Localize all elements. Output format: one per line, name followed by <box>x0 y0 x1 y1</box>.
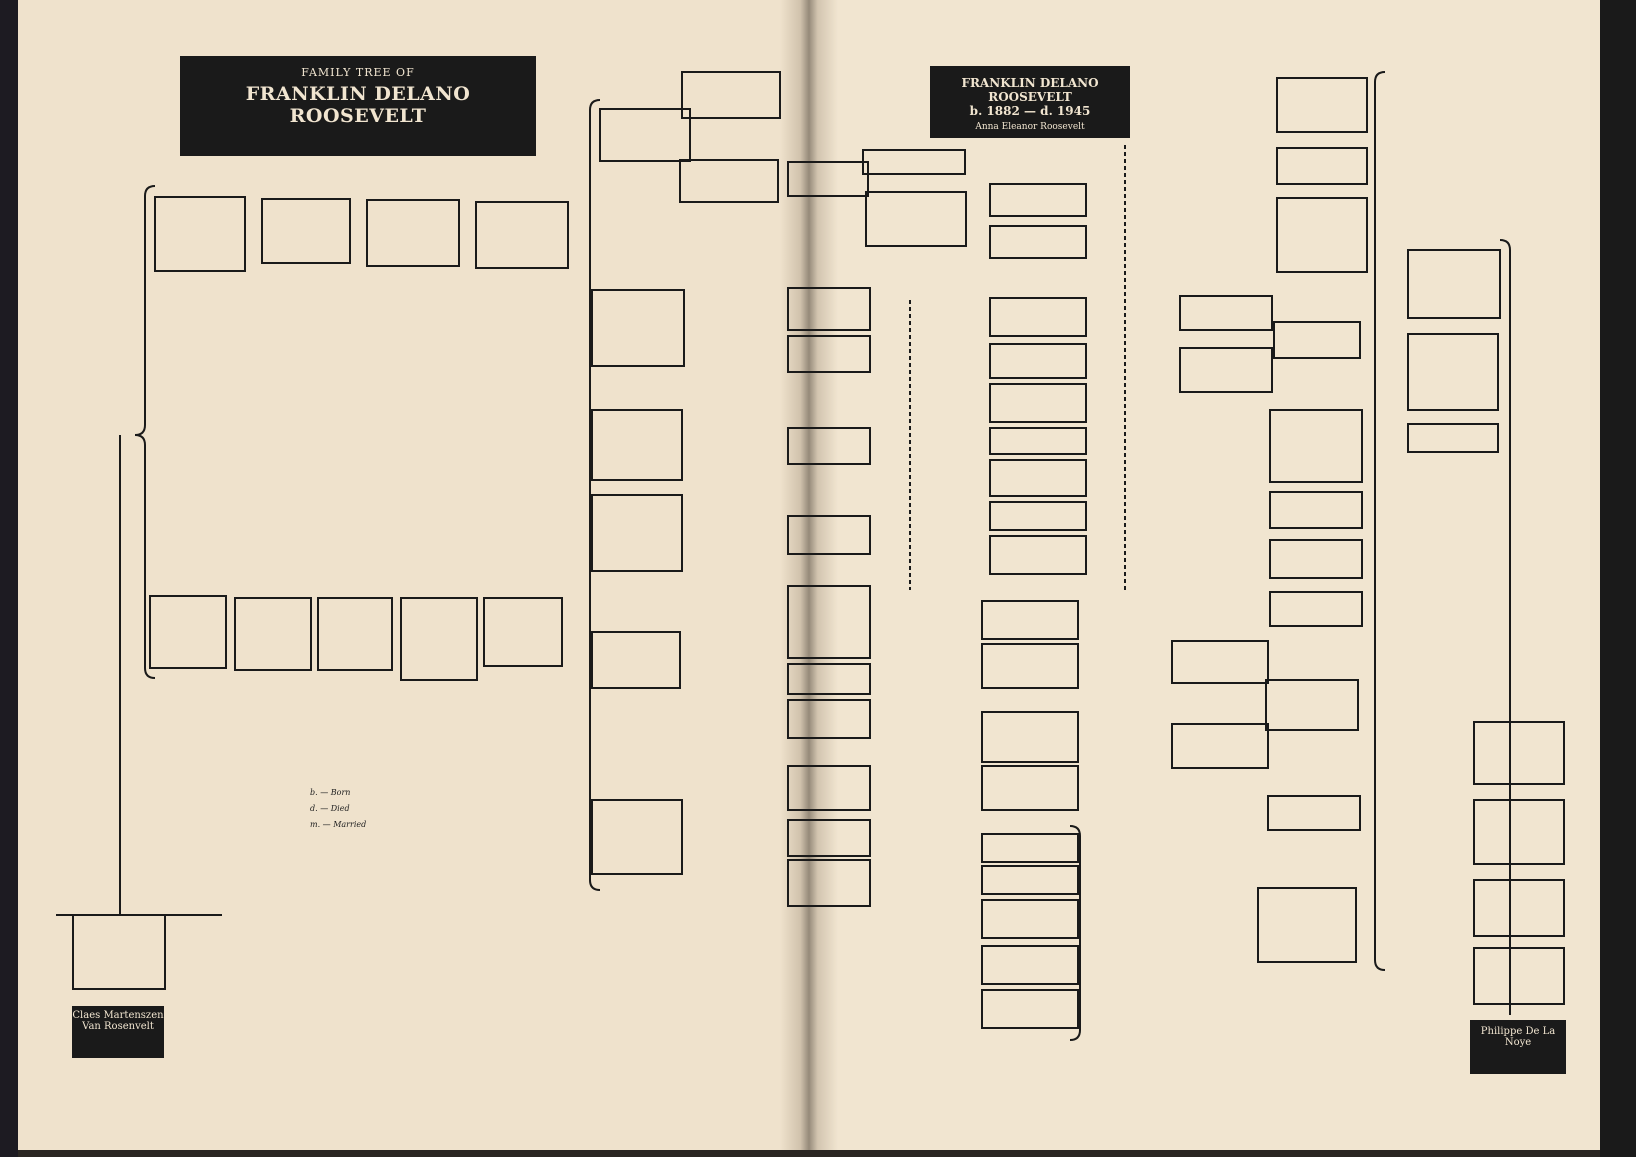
fdr-box <box>930 66 1130 138</box>
unlabeled-person-boxes <box>73 72 1564 1028</box>
ancestor-de-la-noye: Philippe De La Noye <box>1480 1026 1556 1048</box>
title-main-line: FRANKLIN DELANO ROOSEVELT <box>245 83 471 127</box>
legend-died: d. — Died <box>310 804 350 813</box>
legend-born: b. — Born <box>310 788 351 797</box>
family-tree-title-box <box>180 56 536 156</box>
legend-married: m. — Married <box>310 820 367 829</box>
fdr-name: FRANKLIN DELANO ROOSEVELT <box>961 76 1099 104</box>
fdr-wife: Anna Eleanor Roosevelt <box>975 122 1085 132</box>
fdr-dates: b. 1882 — d. 1945 <box>969 104 1091 118</box>
legend <box>310 785 366 833</box>
ancestor-de-la-noye-box <box>1470 1020 1566 1074</box>
title-top-line: FAMILY TREE OF <box>301 66 415 79</box>
ancestor-van-rosenvelt: Claes Martenszen Van Rosenvelt <box>72 1010 164 1032</box>
ancestor-van-rosenvelt-box <box>72 1006 164 1058</box>
